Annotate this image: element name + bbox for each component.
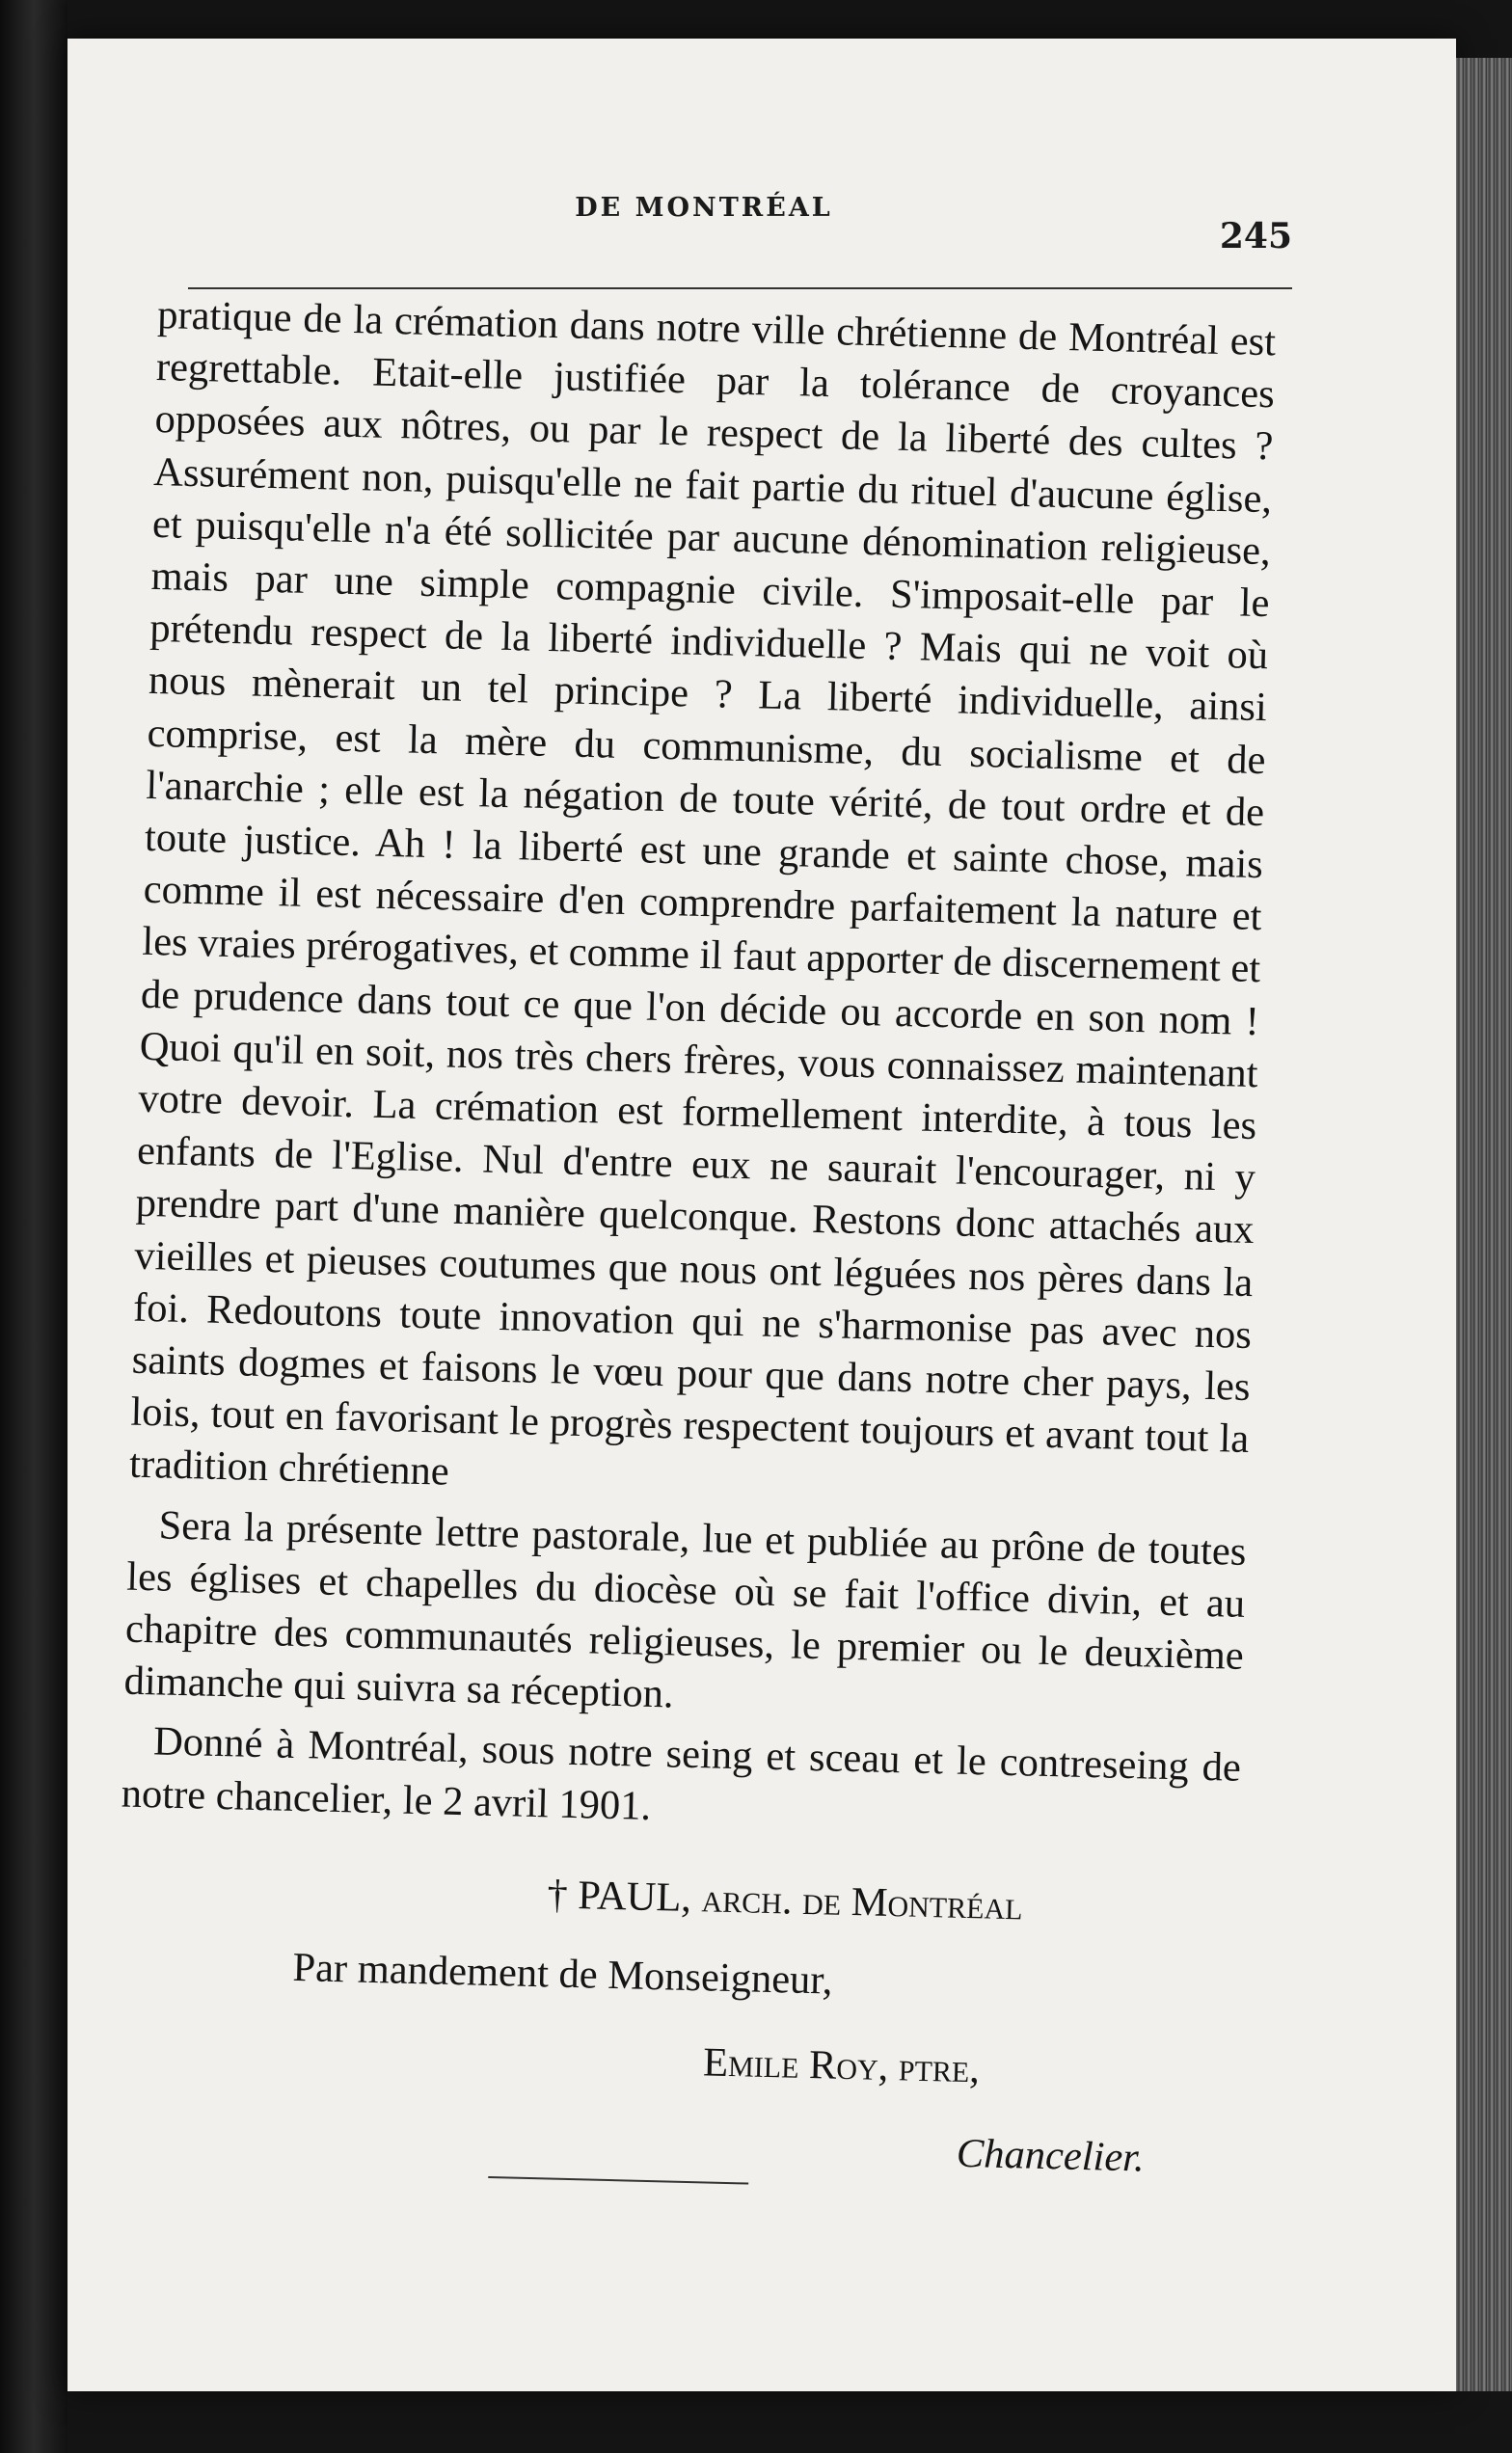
paragraph-dated: Donné à Montréal, sous notre seing et sceau et le contreseing de notre chancelier, le 2 avril 1901. — [121, 1718, 1242, 1829]
closing-rule — [488, 2176, 748, 2185]
book-binding-edge — [0, 0, 68, 2453]
mandate-line: Par mandement de Monseigneur, — [291, 1944, 834, 2004]
chancellor-title: Chancelier. — [956, 2130, 1146, 2181]
paragraph-cremation: pratique de la crémation dans notre ville chrétienne de Montréal est regrettable. Etait-elle justifiée par la tolérance de croyances opposées aux nôtres, ou par le respect de la liberté des cultes ? Assurément non, puisqu'elle ne fait partie du rituel d'aucune église, et puisqu'elle n'a été sollicitée par aucune dénomination religieuse, mais par une simple compagnie civile. S'imposait-elle par le prétendu respect de la liberté individuelle ? Mais qui ne voit où nous mènerait un tel principe ? La liberté individuelle, ainsi comprise, est la mère du communisme, du socialisme et de l'anarchie ; elle est la négation de toute vérité, de tout ordre et de toute justice. Ah ! la liberté est une grande et sainte chose, mais comme il est nécessaire d'en comprendre parfaitement la nature et les vraies prérogatives, et comme il faut apporter de discernement et de prudence dans tout ce que l'on décide ou accorde en son nom ! Quoi qu'il en soit, nos très chers frères, vous connaissez maintenant votre devoir. La crémation est formellement interdite, à tous les enfants de l'Eglise. Nul d'entre eux ne saurait l'encourager, ni y prendre part d'une manière quelconque. Restons donc attachés aux vieilles et pieuses coutumes que nous ont léguées nos pères dans la foi. Redoutons toute innovation qui ne s'harmonise pas avec nos saints dogmes et faisons le vœu pour que dans notre cher pays, les lois, tout en favorisant le progrès respectent toujours et avant tout la tradition chrétienne — [128, 291, 1277, 1496]
paragraph-publication: Sera la présente lettre pastorale, lue et publiée au prône de toutes les églises et chapelles du diocèse où se fait l'office divin, et au chapitre des communautés religieuses, le premier ou le deuxième dimanche qui suivra sa réception. — [123, 1502, 1247, 1717]
archbishop-title: arch. de Montréal — [701, 1875, 1024, 1929]
archbishop-signature — [547, 1869, 1023, 1932]
signature-block — [109, 1858, 1238, 2329]
archbishop-name: † PAUL, — [546, 1872, 692, 1921]
body-text — [109, 289, 1277, 2330]
header-rule — [188, 287, 1292, 289]
page-number: 245 — [1219, 216, 1292, 256]
page-header — [116, 162, 1292, 256]
chancellor-name: Emile Roy, ptre, — [702, 2039, 981, 2092]
page-stack-edge — [1456, 58, 1512, 2391]
running-head: DE MONTRÉAL — [575, 193, 833, 223]
